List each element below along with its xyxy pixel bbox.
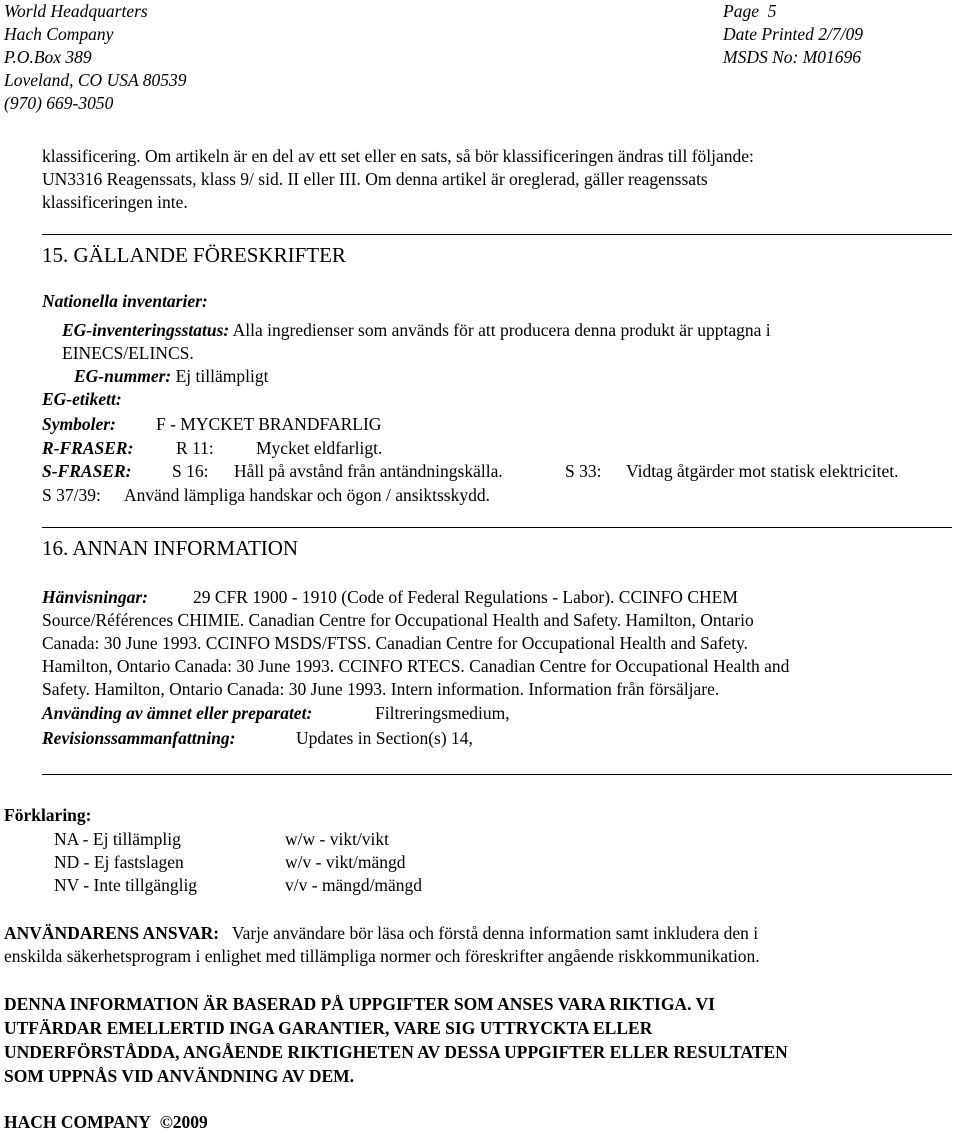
s-text-1: Håll på avstånd från antändningskälla. [234,461,503,481]
section-15-title: 15. GÄLLANDE FÖRESKRIFTER [42,243,346,267]
header-city: Loveland, CO USA 80539 [4,70,187,90]
symbols-label: Symboler: [42,414,116,434]
s-code-3: S 37/39: [42,485,101,505]
s-phrases-label: S-FRASER: [42,461,132,481]
rev-label: Revisionssammanfattning: [42,728,236,748]
s-code-2: S 33: [565,461,602,481]
legend-left-3: NV - Inte tillgänglig [54,875,198,895]
refs-label: Hänvisningar: [42,587,148,607]
header-company: Hach Company [4,24,114,44]
s-text-3: Använd lämpliga handskar och ögon / ansiktsskydd. [124,485,490,505]
disclaimer-line-2: enskilda säkerhetsprogram i enlighet med tillämpliga normer och föreskrifter angående riskkommunikation. [4,946,760,966]
eg-inv-row [62,319,771,342]
nat-inv-label: Nationella inventarier: [42,291,208,311]
legend-left-2: ND - Ej fastslagen [54,852,184,872]
r-phrases-label: R-FRASER: [42,438,134,458]
section-16-title: 16. ANNAN INFORMATION [42,536,299,560]
disclaimer-line-1 [4,922,758,945]
header-page [723,0,776,23]
eg-inv-label: EG-inventeringsstatus: [62,320,230,340]
notice-line-4: SOM UPPNÅS VID ANVÄNDNING AV DEM. [4,1066,355,1086]
legend-title: Förklaring: [4,805,92,825]
eg-num-label: EG-nummer: [74,366,172,386]
divider [42,774,952,775]
use-label: Använding av ämnet eller preparatet: [42,703,313,723]
notice-line-3: UNDERFÖRSTÅDDA, ANGÅENDE RIKTIGHETEN AV DESSA UPPGIFTER ELLER RESULTATEN [4,1042,788,1062]
intro-line-3: klassificeringen inte. [42,192,188,212]
header-pobox: P.O.Box 389 [4,47,92,67]
refs-line-5: Safety. Hamilton, Ontario Canada: 30 June 1993. Intern information. Information från försäljare. [42,679,720,699]
eg-num-text: Ej tillämpligt [175,366,269,386]
disclaimer-label: ANVÄNDARENS ANSVAR: [4,923,220,943]
footer [4,1111,208,1134]
footer-copyright: ©2009 [159,1112,208,1132]
r-text: Mycket eldfarligt. [256,438,383,458]
legend-right-1: w/w - vikt/vikt [285,829,390,849]
header-phone: (970) 669-3050 [4,93,114,113]
page-label: Page [723,1,759,21]
refs-line-3: Canada: 30 June 1993. CCINFO MSDS/FTSS. Canadian Centre for Occupational Health and Safety. [42,633,749,653]
intro-line-2: UN3316 Reagenssats, klass 9/ sid. II eller III. Om denna artikel är oreglerad, gäller reagenssats [42,169,708,189]
s-text-2: Vidtag åtgärder mot statisk elektricitet. [626,461,899,481]
header-msds-no: MSDS No: M01696 [723,47,862,67]
refs-line-4: Hamilton, Ontario Canada: 30 June 1993. CCINFO RTECS. Canadian Centre for Occupational Health and [42,656,790,676]
eg-num-row [74,365,268,388]
r-code: R 11: [176,438,214,458]
refs-line-1: 29 CFR 1900 - 1910 (Code of Federal Regulations - Labor). CCINFO CHEM [193,587,738,607]
use-text: Filtreringsmedium, [375,703,510,723]
header-hq: World Headquarters [4,1,148,21]
divider [42,527,952,528]
legend-left-1: NA - Ej tillämplig [54,829,181,849]
legend-right-3: v/v - mängd/mängd [285,875,423,895]
legend-right-2: w/v - vikt/mängd [285,852,406,872]
page-number: 5 [767,1,777,21]
notice-line-1: DENNA INFORMATION ÄR BASERAD PÅ UPPGIFTER SOM ANSES VARA RIKTIGA. VI [4,994,715,1014]
disclaimer-text-1: Varje användare bör läsa och förstå denna information samt inkludera den i [231,923,759,943]
header-date-printed: Date Printed 2/7/09 [723,24,863,44]
notice-line-2: UTFÄRDAR EMELLERTID INGA GARANTIER, VARE SIG UTTRYCKTA ELLER [4,1018,653,1038]
intro-line-1: klassificering. Om artikeln är en del av ett set eller en sats, så bör klassificeringen ändras till följande: [42,146,754,166]
eg-label-label: EG-etikett: [42,389,122,409]
footer-company: HACH COMPANY [4,1112,151,1132]
rev-text: Updates in Section(s) 14, [296,728,473,748]
refs-line-2: Source/Références CHIMIE. Canadian Centre for Occupational Health and Safety. Hamilton, Ontario [42,610,754,630]
s-code-1: S 16: [172,461,209,481]
eg-inv-text-2: EINECS/ELINCS. [62,343,194,363]
eg-inv-text: Alla ingredienser som används för att producera denna produkt är upptagna i [232,320,771,340]
divider [42,234,952,235]
symbols-text: F - MYCKET BRANDFARLIG [156,414,382,434]
